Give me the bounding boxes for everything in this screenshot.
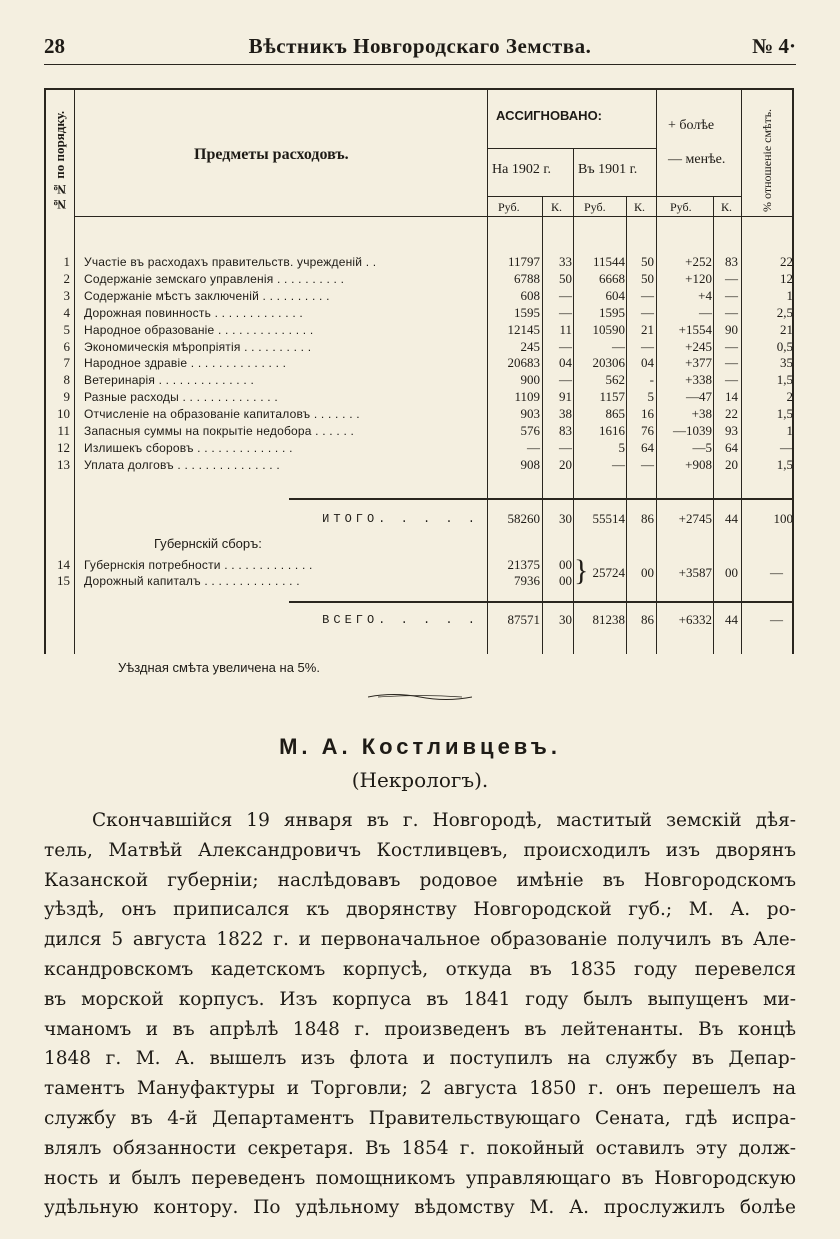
cell: Уплата долговъ . . . . . . . . . . . . . . . [84, 457, 280, 472]
cell: +2745 [678, 511, 712, 526]
cell: Участіе въ расходахъ правительств. учрежденій . . [84, 255, 377, 269]
text-line: уѣздѣ, онъ приписался къ дворянству Новгородской губ.; М. А. ро- [44, 899, 796, 921]
unit-rub: Руб. [498, 200, 520, 214]
cell: 2 [63, 270, 70, 286]
cell: 4 [63, 304, 70, 320]
vsego-label: ВСЕГО. . . . . [322, 613, 479, 627]
cell: 1 [786, 423, 793, 438]
cell: +377 [685, 355, 712, 371]
text-line: удѣльную контору. По удѣльному вѣдомству М. А. прослужилъ болѣе [44, 1197, 796, 1219]
cell: 86 [641, 511, 654, 526]
cell: 11 [57, 423, 70, 438]
cell: 5 [647, 389, 654, 405]
text-line: чманомъ и въ апрѣлѣ 1848 г. произведенъ въ лейтенанты. Въ концѣ [44, 1018, 796, 1040]
units-top-line [487, 196, 741, 197]
cell: Губернскія потребности . . . . . . . . . . . . . [84, 558, 313, 572]
cell: 11544 [592, 254, 625, 269]
cell: 1109 [514, 389, 540, 405]
cell: 20 [725, 456, 738, 472]
cell: 22 [780, 254, 793, 269]
cell: 21 [780, 321, 793, 337]
cell: 20 [559, 456, 572, 472]
page-header [44, 28, 796, 62]
text-line: таментъ Мануфактуры и Торговли; 2 августа 1850 г. онъ перешелъ на [44, 1078, 796, 1100]
cell: — [559, 304, 572, 320]
cell: 6 [63, 338, 70, 354]
article-subtitle: (Некрологъ). [351, 768, 489, 792]
ornament-divider [368, 692, 472, 702]
cell: 35 [780, 355, 793, 371]
unit-kop: К. [551, 200, 563, 214]
cell: Дорожный капиталъ . . . . . . . . . . . . . . [84, 574, 300, 588]
text-line: тель, Матвѣй Александровичъ Костливцевъ, происходилъ изъ дворянъ [44, 839, 796, 861]
table-row [44, 305, 794, 321]
cell: — [725, 372, 738, 388]
cell: 83 [559, 423, 572, 438]
cell: 6788 [514, 270, 540, 286]
cell: — [780, 439, 793, 455]
cell: — [725, 270, 738, 286]
cell: 900 [520, 372, 540, 388]
text-line: ность и былъ переведенъ помощникомъ управляющаго въ Новгородскую [44, 1167, 796, 1189]
cell: — [527, 439, 540, 455]
cell: 38 [559, 406, 572, 422]
cell: 5 [63, 321, 70, 337]
cell: Ветеринарія . . . . . . . . . . . . . . [84, 373, 254, 388]
col-1902-header: На 1902 г. [492, 162, 551, 177]
cell: —47 [686, 389, 712, 405]
cell: 55514 [592, 511, 625, 526]
cell: — [612, 338, 625, 354]
cell: —5 [692, 439, 712, 455]
cell: 1,5 [776, 372, 793, 388]
cell: +3587 [678, 565, 712, 580]
cell: +252 [685, 254, 712, 269]
cell: 00 [725, 565, 738, 580]
cell: 81238 [592, 612, 625, 627]
expense-table [44, 88, 794, 654]
cell: +4 [698, 287, 712, 303]
less-header: — менѣе. [668, 152, 726, 167]
cell: Запасныя суммы на покрытіе недобора . . . . . . [84, 424, 355, 438]
cell: Содержаніе мѣстъ заключеній . . . . . . . . . . [84, 288, 330, 303]
cell: 04 [641, 355, 654, 371]
unit-kop: К. [721, 200, 733, 214]
cell: 908 [520, 456, 540, 472]
cell: — [559, 338, 572, 354]
cell: 1 [63, 254, 70, 269]
cell: 1,5 [776, 406, 793, 422]
table-row [44, 440, 794, 456]
cell: — [725, 338, 738, 354]
cell: 100 [773, 511, 793, 526]
cell: 14 [725, 389, 738, 405]
cell: 1,5 [776, 456, 793, 472]
cell: 608 [520, 287, 540, 303]
cell: 1595 [599, 304, 625, 320]
cell: +120 [685, 270, 712, 286]
cell: Отчисленіе на образованіе капиталовъ . . . . . . . [84, 407, 360, 422]
cell: — [641, 304, 654, 320]
cell: 1 [786, 287, 793, 303]
cell: — [641, 338, 654, 354]
table-row [44, 271, 794, 287]
cell: Народное образованіе . . . . . . . . . . . . . . [84, 322, 314, 337]
cell: 00 [641, 565, 654, 580]
cell: 58260 [507, 511, 540, 526]
cell: 20306 [592, 355, 625, 371]
cell: 76 [641, 423, 654, 438]
cell: 21 [641, 321, 654, 337]
itogo-label: ИТОГО. . . . . [322, 512, 479, 526]
cell: — [725, 355, 738, 371]
cell: +245 [685, 338, 712, 354]
cell: 576 [520, 423, 540, 438]
cell: 1157 [599, 389, 625, 405]
text-line: Казанской губерніи; наслѣдовавъ родовое имѣніе въ Новгородскомъ [44, 869, 796, 891]
cell: — [559, 372, 572, 388]
cell: 87571 [507, 612, 540, 627]
table-row [44, 355, 794, 371]
cell: 12 [57, 439, 70, 455]
cell: 16 [641, 406, 654, 422]
cell: 11797 [507, 254, 540, 269]
text-line: Скончавшійся 19 января въ г. Новгородѣ, маститый земскій дѣя- [92, 810, 796, 831]
col-number-header: №№ по порядку. [52, 110, 67, 212]
text-line: дился 5 августа 1822 г. и первоначальное образованіе получилъ въ Але- [44, 929, 796, 951]
cell: 11 [559, 321, 572, 337]
cell: +6332 [678, 612, 712, 627]
merge-brace: } [574, 554, 589, 587]
cell: - [649, 372, 654, 388]
cell: 7 [63, 355, 70, 371]
cell: 12145 [507, 321, 540, 337]
table-row [44, 339, 794, 355]
cell: 20683 [507, 355, 540, 371]
cell: 2,5 [776, 304, 793, 320]
table-row [44, 254, 794, 270]
vsego-rule [289, 601, 792, 603]
unit-rub: Руб. [670, 200, 692, 214]
cell: — [559, 287, 572, 303]
cell: — [770, 565, 783, 580]
cell: — [725, 287, 738, 303]
header-rule [44, 64, 796, 65]
cell: 13 [57, 456, 70, 472]
text-line: службу въ 4-й Департаментъ Правительствующаго Сената, гдѣ испра- [44, 1107, 796, 1129]
assigned-header: АССИГНОВАНО: [496, 108, 603, 123]
cell: 604 [605, 287, 625, 303]
text-line: 1848 г. М. А. вышелъ изъ флота и поступилъ на службу въ Депар- [44, 1048, 796, 1070]
cell: +908 [685, 456, 712, 472]
more-header: + болѣе [668, 118, 715, 133]
cell: 50 [641, 270, 654, 286]
gubern-merged-row [44, 565, 794, 581]
table-row [44, 288, 794, 304]
cell: 44 [725, 612, 738, 627]
cell: 2 [786, 389, 793, 405]
col-items-header: Предметы расходовъ. [194, 146, 349, 163]
cell: 30 [559, 612, 572, 627]
unit-rub: Руб. [584, 200, 606, 214]
cell: Экономическія мѣропріятія . . . . . . . . . . [84, 339, 312, 354]
cell: 8 [63, 372, 70, 388]
cell: 6668 [599, 270, 625, 286]
header-bottom-line [74, 216, 792, 217]
cell: — [559, 439, 572, 455]
cell: Разные расходы . . . . . . . . . . . . . . [84, 390, 278, 405]
issue-number: № 4· [752, 34, 796, 58]
cell: +338 [685, 372, 712, 388]
cell: 14 [57, 557, 70, 572]
cell: +38 [691, 406, 712, 422]
cell: Содержаніе земскаго управленія . . . . . . . . . . [84, 271, 345, 286]
table-top-border [44, 88, 794, 90]
cell: — [725, 304, 738, 320]
cell: 90 [725, 321, 738, 337]
cell: 30 [559, 511, 572, 526]
cell: 83 [725, 254, 738, 269]
cell: 50 [641, 254, 654, 269]
cell: 10590 [592, 321, 625, 337]
cell: 50 [559, 270, 572, 286]
cell: 04 [559, 355, 572, 371]
article-body [44, 806, 796, 1223]
cell: 12 [780, 270, 793, 286]
cell: — [612, 456, 625, 472]
cell: 93 [725, 423, 738, 438]
cell: Излишекъ сборовъ . . . . . . . . . . . . . . [84, 440, 293, 455]
cell: 7936 [514, 573, 540, 588]
unit-kop: К. [634, 200, 646, 214]
cell: — [699, 304, 712, 320]
table-row [44, 322, 794, 338]
itogo-rule [289, 498, 792, 500]
text-line: ксандровскомъ кадетскомъ корпусѣ, откуда въ 1835 году перевелся [44, 958, 796, 980]
cell: — [770, 612, 783, 627]
cell: — [641, 456, 654, 472]
cell: — [641, 287, 654, 303]
cell: 33 [559, 254, 572, 269]
cell: +1554 [678, 321, 712, 337]
cell: 64 [641, 439, 654, 455]
col-1901-header: Въ 1901 г. [578, 162, 638, 177]
footnote: Уѣздная смѣта увеличена на 5%. [118, 660, 320, 675]
gubern-title: Губернскій сборъ: [154, 536, 262, 551]
cell: 86 [641, 612, 654, 627]
cell: 562 [605, 372, 625, 388]
cell: 245 [520, 338, 540, 354]
cell: —1039 [673, 423, 712, 438]
vsego-row [44, 612, 794, 628]
table-row [44, 389, 794, 405]
cell: 1616 [599, 423, 625, 438]
text-line: въ морской корпусъ. Изъ корпуса въ 1841 году былъ выпущенъ ми- [44, 988, 796, 1010]
cell: 25724 [592, 565, 625, 580]
table-row [44, 423, 794, 439]
text-line: влялъ обязанности секретаря. Въ 1854 г. покойный оставилъ эту долж- [44, 1137, 796, 1159]
table-row [44, 372, 794, 388]
cell: 5 [618, 439, 625, 455]
cell: 91 [559, 389, 572, 405]
cell: 903 [520, 406, 540, 422]
cell: 10 [57, 406, 70, 422]
assigned-underline [487, 148, 656, 149]
table-row [44, 406, 794, 422]
cell: 64 [725, 439, 738, 455]
cell: 00 [559, 573, 572, 588]
itogo-row [44, 511, 794, 527]
page-number: 28 [44, 34, 65, 58]
running-title: Вѣстникъ Новгородскаго Земства. [248, 34, 592, 58]
table-row [44, 457, 794, 473]
cell: 21375 [507, 557, 540, 572]
cell: Народное здравіе . . . . . . . . . . . . . . [84, 356, 287, 371]
cell: 865 [605, 406, 625, 422]
cell: 1595 [514, 304, 540, 320]
cell: Дорожная повинность . . . . . . . . . . . . . [84, 305, 303, 320]
cell: 22 [725, 406, 738, 422]
cell: 9 [63, 389, 70, 405]
cell: 15 [57, 573, 70, 588]
article-title: М. А. Костливцевъ. [279, 734, 561, 759]
cell: 44 [725, 511, 738, 526]
cell: 0,5 [776, 338, 793, 354]
col-pct-header: % отношеніе смѣтъ. [760, 108, 774, 212]
cell: 3 [63, 287, 70, 303]
cell: 00 [559, 557, 572, 572]
